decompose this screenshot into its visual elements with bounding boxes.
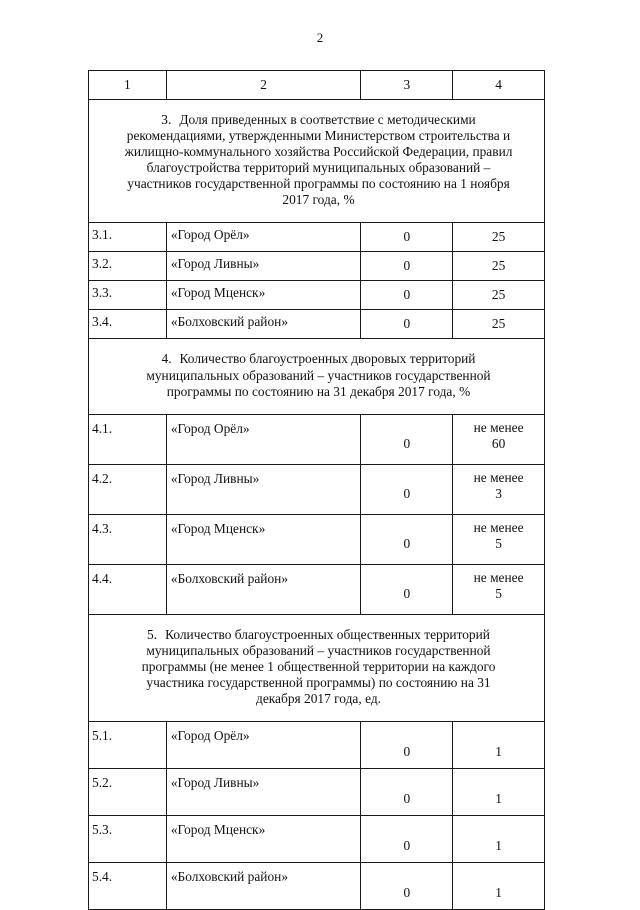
row-name: «Город Ливны»	[166, 464, 361, 514]
row-code: 4.2.	[89, 464, 167, 514]
row-code: 5.1.	[89, 722, 167, 769]
row-target-value: 1	[453, 722, 545, 769]
row-target-value: 3	[495, 485, 502, 501]
row-base-value: 0	[361, 281, 453, 310]
row-base-value: 0	[361, 816, 453, 863]
section-5-number: 5.	[147, 626, 158, 642]
table-row	[89, 863, 545, 910]
header-cell-2: 2	[166, 71, 361, 100]
section-3-heading-row	[89, 100, 545, 223]
row-code: 4.4.	[89, 564, 167, 614]
row-base-value: 0	[361, 863, 453, 910]
table-row	[89, 722, 545, 769]
row-base-value: 0	[361, 252, 453, 281]
row-code: 3.4.	[89, 310, 167, 339]
row-base-value: 0	[361, 564, 453, 614]
row-name: «Болховский район»	[166, 310, 361, 339]
row-name: «Город Мценск»	[166, 281, 361, 310]
row-target-value: 5	[495, 535, 502, 551]
row-target-prefix: не менее	[473, 469, 524, 485]
section-5-heading	[89, 614, 545, 721]
header-cell-1: 1	[89, 71, 167, 100]
row-base-value: 0	[361, 722, 453, 769]
page-number: 2	[316, 30, 324, 45]
row-code: 3.3.	[89, 281, 167, 310]
row-name: «Город Орёл»	[166, 223, 361, 252]
row-name: «Болховский район»	[166, 564, 361, 614]
row-name: «Болховский район»	[166, 863, 361, 910]
table-row	[89, 252, 545, 281]
table-row	[89, 223, 545, 252]
section-4-number: 4.	[161, 351, 172, 367]
row-name: «Город Орёл»	[166, 414, 361, 464]
row-name: «Город Ливны»	[166, 252, 361, 281]
row-base-value: 0	[361, 223, 453, 252]
row-target-cell	[453, 514, 545, 564]
row-base-value: 0	[361, 769, 453, 816]
row-name: «Город Орёл»	[166, 722, 361, 769]
table-row	[89, 310, 545, 339]
table-row	[89, 464, 545, 514]
row-name: «Город Ливны»	[166, 769, 361, 816]
row-target-cell	[453, 564, 545, 614]
row-name: «Город Мценск»	[166, 514, 361, 564]
row-code: 4.3.	[89, 514, 167, 564]
section-4-heading	[89, 339, 545, 414]
row-code: 3.2.	[89, 252, 167, 281]
section-3-title: Доля приведенных в соответствие с методическими рекомендациями, утвержденными Министерством строительства и жилищно-коммунального хозяйства Российской Федерации, правил благоустройства территорий муниципальных образований – участников государственной программы по состоянию на 1 ноября 2017 года, %	[124, 112, 513, 208]
row-target-value: 25	[453, 252, 545, 281]
section-4-title: Количество благоустроенных дворовых территорий муниципальных образований – участников государственной программы по состоянию на 31 декабря 2017 года, %	[146, 351, 491, 399]
row-target-value: 25	[453, 310, 545, 339]
row-target-value: 1	[453, 863, 545, 910]
indicators-table	[88, 70, 545, 910]
row-code: 3.1.	[89, 223, 167, 252]
row-base-value: 0	[361, 310, 453, 339]
row-code: 5.2.	[89, 769, 167, 816]
row-target-cell	[453, 414, 545, 464]
row-target-value: 25	[453, 223, 545, 252]
row-code: 4.1.	[89, 414, 167, 464]
row-base-value: 0	[361, 414, 453, 464]
row-code: 5.3.	[89, 816, 167, 863]
row-base-value: 0	[361, 514, 453, 564]
row-target-prefix: не менее	[473, 419, 524, 435]
row-code: 5.4.	[89, 863, 167, 910]
section-3-number: 3.	[161, 112, 172, 127]
row-target-value: 5	[495, 585, 502, 601]
row-target-value: 25	[453, 281, 545, 310]
table-row	[89, 414, 545, 464]
section-4-heading-row	[89, 339, 545, 414]
table-row	[89, 564, 545, 614]
row-base-value: 0	[361, 464, 453, 514]
row-target-prefix: не менее	[473, 569, 524, 585]
row-name: «Город Мценск»	[166, 816, 361, 863]
row-target-value: 60	[491, 435, 506, 451]
section-5-heading-row	[89, 614, 545, 721]
header-cell-3: 3	[361, 71, 453, 100]
row-target-value: 1	[453, 816, 545, 863]
table-row	[89, 816, 545, 863]
row-target-prefix: не менее	[473, 519, 524, 535]
section-3-heading	[89, 100, 545, 223]
section-5-title: Количество благоустроенных общественных территорий муниципальных образований – участников государственной программы (не менее 1 общественной территории на каждого участника государственной программы) по состоянию на 31 декабря 2017 года, ед.	[141, 626, 496, 707]
table-row	[89, 281, 545, 310]
table-row	[89, 514, 545, 564]
header-row	[89, 71, 545, 100]
row-target-cell	[453, 464, 545, 514]
row-target-value: 1	[453, 769, 545, 816]
table-row	[89, 769, 545, 816]
header-cell-4: 4	[453, 71, 545, 100]
